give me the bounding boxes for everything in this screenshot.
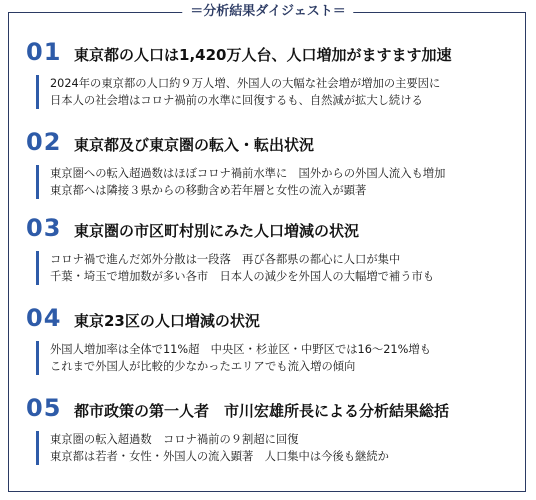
- section-header: [26, 128, 516, 159]
- section-number: 04: [26, 304, 62, 332]
- section-title: 東京都及び東京圏の転入・転出状況: [74, 136, 315, 154]
- section-number: 03: [26, 214, 62, 242]
- section-number: 01: [26, 38, 62, 66]
- body-line: コロナ禍で進んだ郊外分散は一段落 再び各都県の都心に人口が集中: [50, 253, 401, 266]
- body-line: 日本人の社会増はコロナ禍前の水準に回復するも、自然減が拡大し続ける: [50, 94, 423, 107]
- body-line: 東京都へは隣接３県からの移動含め若年層と女性の流入が顕著: [50, 184, 367, 197]
- section-02: [26, 128, 516, 199]
- body-line: 千葉・埼玉で増加数が多い各市 日本人の減少を外国人の大幅増で補う市も: [50, 270, 435, 283]
- accent-bar: [36, 341, 39, 375]
- accent-bar: [36, 431, 39, 465]
- section-title: 都市政策の第一人者 市川宏雄所長による分析結果総括: [74, 402, 450, 420]
- section-04: [26, 304, 516, 375]
- digest-title: ＝分析結果ダイジェスト＝: [182, 4, 353, 20]
- body-line: 2024年の東京都の人口約９万人増、外国人の大幅な社会増が増加の主要因に: [50, 77, 441, 90]
- section-body: [36, 341, 516, 375]
- section-03: [26, 214, 516, 285]
- section-number: 02: [26, 128, 62, 156]
- body-line: 東京圏への転入超過数はほぼコロナ禍前水準に 国外からの外国人流入も増加: [50, 167, 446, 180]
- section-header: [26, 38, 516, 69]
- section-title: 東京圏の市区町村別にみた人口増減の状況: [74, 222, 360, 240]
- section-01: [26, 38, 516, 109]
- body-line: 東京都は若者・女性・外国人の流入顕著 人口集中は今後も継続か: [50, 450, 389, 463]
- accent-bar: [36, 251, 39, 285]
- accent-bar: [36, 75, 39, 109]
- section-title: 東京23区の人口増減の状況: [74, 312, 260, 330]
- section-title: 東京都の人口は1,420万人台、人口増加がますます加速: [74, 46, 452, 64]
- section-05: [26, 394, 516, 465]
- body-line: これまで外国人が比較的少なかったエリアでも流入増の傾向: [50, 360, 356, 373]
- section-header: [26, 304, 516, 335]
- section-number: 05: [26, 394, 62, 422]
- section-header: [26, 214, 516, 245]
- section-body: [36, 251, 516, 285]
- section-body: [36, 165, 516, 199]
- section-header: [26, 394, 516, 425]
- accent-bar: [36, 165, 39, 199]
- body-line: 外国人増加率は全体で11%超 中央区・杉並区・中野区では16〜21%増も: [50, 343, 431, 356]
- section-body: [36, 75, 516, 109]
- section-body: [36, 431, 516, 465]
- body-line: 東京圏の転入超過数 コロナ禍前の９割超に回復: [50, 433, 299, 446]
